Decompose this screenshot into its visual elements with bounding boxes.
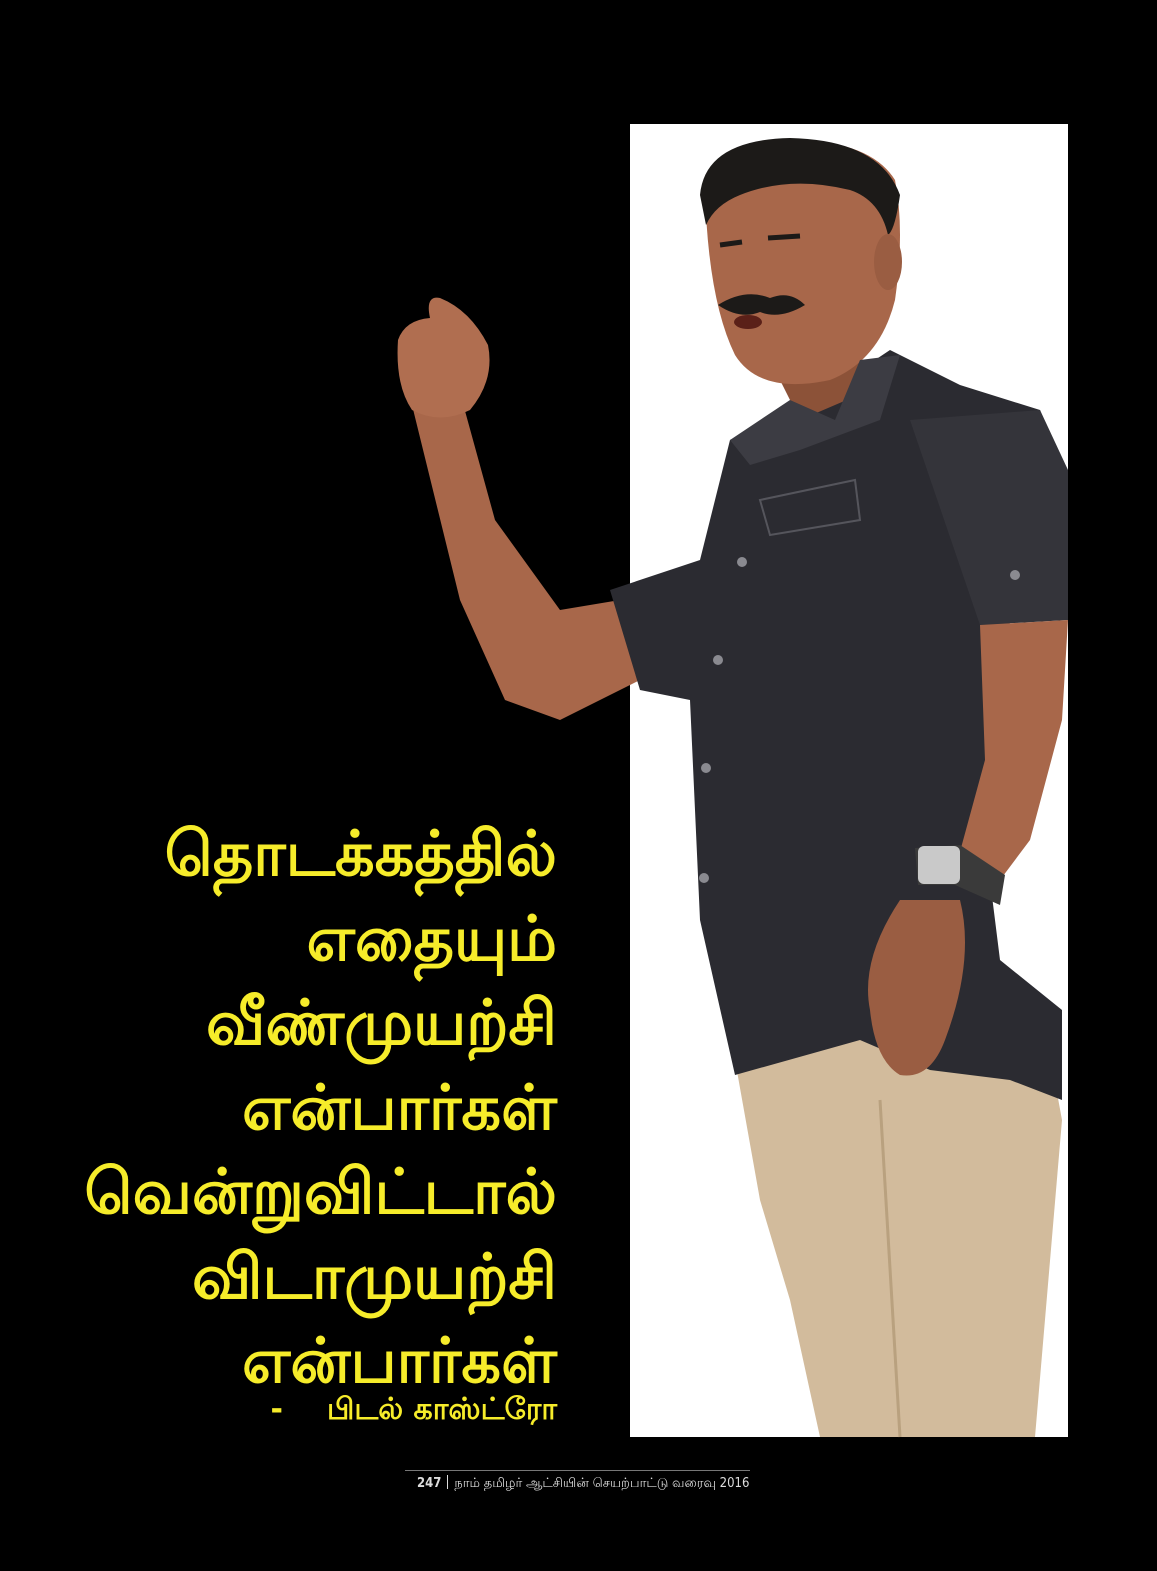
quote-text [84, 812, 557, 1404]
quote-line-4: என்பார்கள் [241, 1070, 557, 1144]
quote-line-2: எதையும் [306, 901, 557, 975]
quote-line-1: தொடக்கத்தில் [164, 817, 557, 890]
raised-arm [412, 400, 640, 720]
quote-line-3: வீண்முயற்சி [206, 986, 557, 1059]
page-number: 247 [417, 1476, 442, 1491]
page-footer [405, 1470, 750, 1493]
publication-title: நாம் தமிழர் ஆட்சியின் செயற்பாட்டு வரைவு 2016 [454, 1476, 750, 1491]
raised-fist [398, 298, 490, 418]
quote-line-7: என்பார்கள் [241, 1324, 557, 1397]
footer-divider [447, 1475, 448, 1489]
attribution-dash: - [270, 1392, 283, 1427]
quote-line-5: வென்றுவிட்டால் [84, 1155, 557, 1228]
quote-line-6: விடாமுயற்சி [191, 1239, 557, 1313]
quote-author: பிடல் காஸ்ட்ரோ [326, 1392, 557, 1427]
quote-attribution [271, 1390, 557, 1430]
